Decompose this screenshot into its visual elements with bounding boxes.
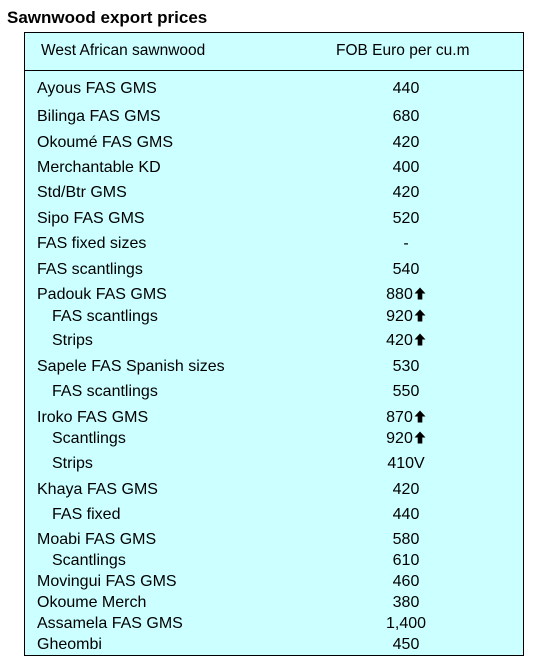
- table-row: [25, 158, 523, 178]
- table-row: [25, 209, 523, 229]
- price-cell: [365, 357, 447, 377]
- price-cell: [365, 79, 447, 99]
- species-name: Okoumé FAS GMS: [37, 134, 174, 151]
- price-table: [24, 32, 524, 656]
- table-row: [25, 382, 523, 402]
- price-cell: [365, 408, 447, 428]
- species-name: Sapele FAS Spanish sizes: [37, 358, 225, 375]
- species-name: Iroko FAS GMS: [37, 409, 149, 426]
- species-name: Okoume Merch: [37, 594, 147, 611]
- price-cell: [365, 307, 447, 327]
- up-arrow-icon: [414, 431, 426, 444]
- table-row: [25, 551, 523, 571]
- table-row: [25, 107, 523, 127]
- species-name: Strips: [52, 455, 93, 472]
- price-value: 440: [392, 80, 420, 97]
- up-arrow-icon: [414, 309, 426, 322]
- table-row: [25, 480, 523, 500]
- price-cell: [365, 480, 447, 500]
- price-cell: [365, 572, 447, 592]
- table-row: [25, 614, 523, 634]
- price-cell: [365, 107, 447, 127]
- up-arrow-icon: [414, 333, 426, 346]
- price-value: 920: [386, 430, 413, 447]
- species-name: Movingui FAS GMS: [37, 573, 177, 590]
- price-cell: [365, 331, 447, 351]
- species-name: Gheombi: [37, 636, 102, 653]
- table-row: [25, 429, 523, 449]
- species-name: FAS fixed sizes: [37, 235, 147, 252]
- price-value: 400: [392, 159, 420, 176]
- species-name: FAS scantlings: [37, 261, 143, 278]
- species-name: Merchantable KD: [37, 159, 161, 176]
- species-name: FAS scantlings: [52, 383, 158, 400]
- price-value: 880: [386, 286, 413, 303]
- price-value: 1,400: [385, 615, 427, 632]
- table-row: [25, 285, 523, 305]
- price-cell: [365, 429, 447, 449]
- price-value: -: [403, 235, 409, 252]
- price-cell: [365, 454, 447, 474]
- table-row: [25, 331, 523, 351]
- price-value: 420: [392, 184, 420, 201]
- price-cell: [365, 285, 447, 305]
- price-cell: [365, 158, 447, 178]
- price-value: 420: [386, 332, 413, 349]
- price-value: 550: [392, 383, 420, 400]
- species-name: Scantlings: [52, 430, 126, 447]
- table-row: [25, 408, 523, 428]
- page-title: Sawnwood export prices: [7, 8, 208, 27]
- price-cell: [365, 183, 447, 203]
- species-name: FAS fixed: [52, 506, 121, 523]
- table-row: [25, 593, 523, 613]
- table-row: [25, 505, 523, 525]
- table-row: [25, 183, 523, 203]
- table-row: [25, 133, 523, 153]
- species-name: Assamela FAS GMS: [37, 615, 183, 632]
- price-value: 920: [386, 308, 413, 325]
- price-cell: [365, 635, 447, 655]
- species-name: Std/Btr GMS: [37, 184, 127, 201]
- up-arrow-icon: [414, 410, 426, 423]
- species-name: Khaya FAS GMS: [37, 481, 158, 498]
- price-value: 440: [392, 506, 420, 523]
- price-value: 380: [392, 594, 420, 611]
- price-value: 420: [392, 134, 420, 151]
- price-value: 410V: [387, 455, 425, 472]
- price-value: 530: [392, 358, 420, 375]
- price-value: 870: [386, 409, 413, 426]
- price-value: 610: [392, 552, 420, 569]
- price-cell: [365, 505, 447, 525]
- table-row: [25, 635, 523, 655]
- price-value: 460: [392, 573, 420, 590]
- price-cell: [365, 551, 447, 571]
- species-name: Strips: [52, 332, 93, 349]
- species-name: FAS scantlings: [52, 308, 158, 325]
- up-arrow-icon: [414, 287, 426, 300]
- table-row: [25, 357, 523, 377]
- table-header-row: [25, 33, 523, 71]
- species-name: Bilinga FAS GMS: [37, 108, 161, 125]
- table-row: [25, 260, 523, 280]
- price-value: 680: [392, 108, 420, 125]
- price-value: 520: [392, 210, 420, 227]
- species-name: Scantlings: [52, 552, 126, 569]
- price-cell: [365, 133, 447, 153]
- table-row: [25, 234, 523, 254]
- price-value: 420: [392, 481, 420, 498]
- species-name: Moabi FAS GMS: [37, 531, 157, 548]
- price-cell: [365, 382, 447, 402]
- species-name: Sipo FAS GMS: [37, 210, 145, 227]
- species-name: Padouk FAS GMS: [37, 286, 167, 303]
- price-cell: [365, 209, 447, 229]
- table-row: [25, 79, 523, 99]
- table-row: [25, 454, 523, 474]
- species-name: Ayous FAS GMS: [37, 80, 157, 97]
- column-header-price: FOB Euro per cu.m: [336, 42, 470, 59]
- price-cell: [365, 593, 447, 613]
- table-row: [25, 530, 523, 550]
- price-cell: [365, 614, 447, 634]
- table-row: [25, 572, 523, 592]
- price-value: 450: [392, 636, 420, 653]
- price-cell: [365, 234, 447, 254]
- table-row: [25, 307, 523, 327]
- price-cell: [365, 260, 447, 280]
- column-header-species: West African sawnwood: [41, 42, 206, 59]
- price-value: 540: [392, 261, 420, 278]
- price-value: 580: [392, 531, 420, 548]
- price-cell: [365, 530, 447, 550]
